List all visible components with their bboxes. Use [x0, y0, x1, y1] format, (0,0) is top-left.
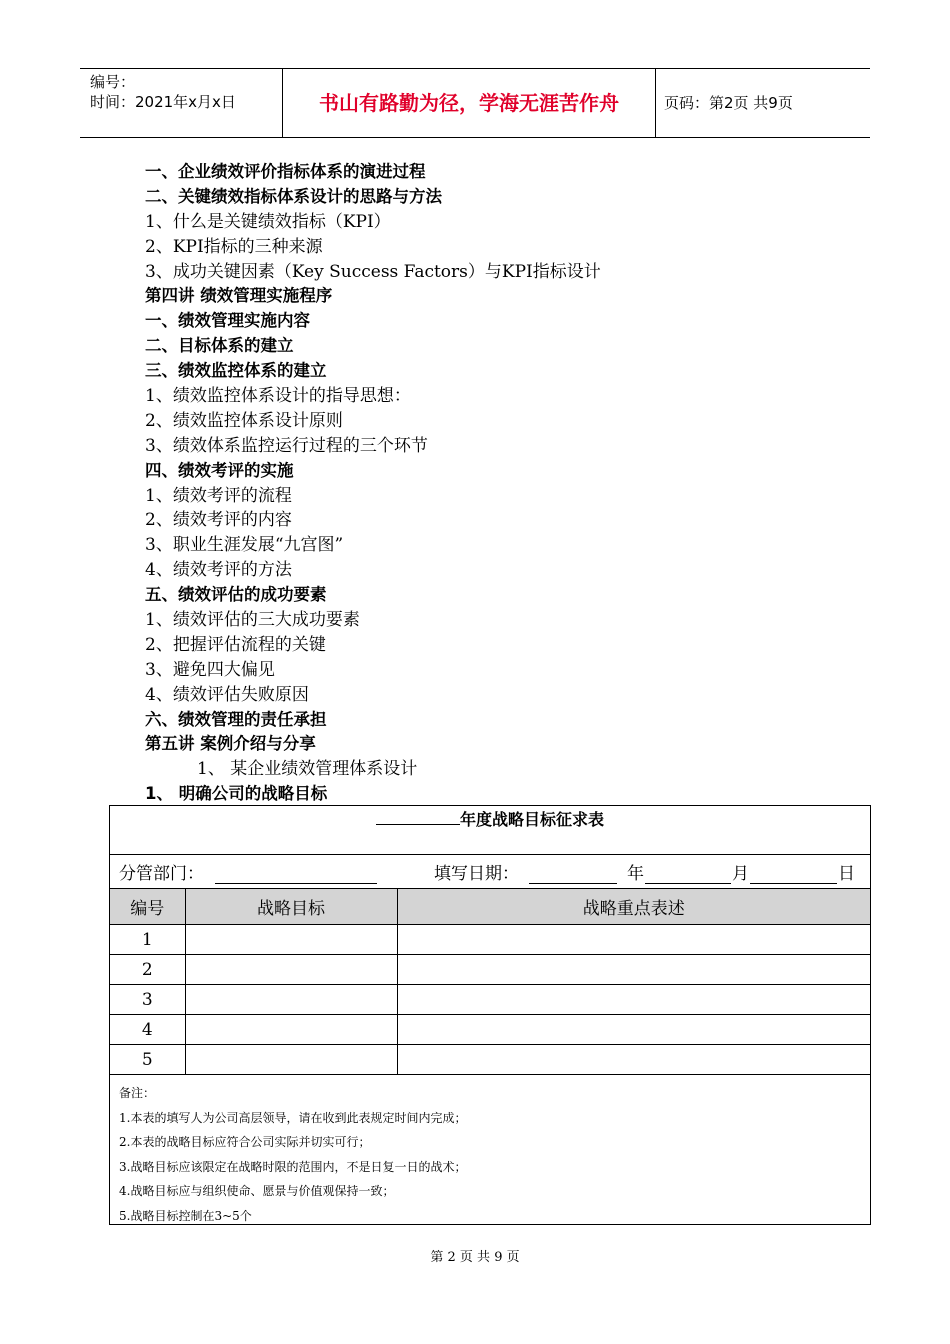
outline-heading: 一、绩效管理实施内容 [145, 311, 310, 331]
outline-item: 1、绩效监控体系设计的指导思想： [145, 386, 411, 407]
header-meta [80, 69, 282, 137]
outline-item: 2、KPI指标的三种来源 [145, 236, 323, 257]
date-label: 填写日期： [434, 864, 519, 884]
dept-blank [215, 883, 377, 884]
note-line: 4.战略目标应与组织使命、愿景与价值观保持一致； [119, 1184, 395, 1198]
outline-item: 2、绩效考评的内容 [145, 510, 292, 531]
outline-heading: 六、绩效管理的责任承担 [145, 709, 327, 729]
year-label: 年 [627, 864, 644, 884]
day-label: 日 [838, 864, 855, 884]
row-number: 2 [110, 955, 185, 985]
page-footer: 第 2 页 共 9 页 [430, 1250, 520, 1265]
outline-item: 1、什么是关键绩效指标（KPI） [145, 211, 391, 232]
outline-heading: 二、关键绩效指标体系设计的思路与方法 [145, 186, 442, 206]
description-cell[interactable] [397, 1015, 870, 1045]
col-header-description: 战略重点表述 [397, 889, 870, 925]
row-number: 1 [110, 925, 185, 955]
form-notes [110, 1074, 870, 1224]
outline-heading: 三、绩效监控体系的建立 [145, 361, 327, 381]
outline-heading: 五、绩效评估的成功要素 [145, 585, 327, 605]
year-blank [529, 883, 617, 884]
month-blank [645, 883, 731, 884]
strategy-goal-form [109, 805, 871, 1225]
outline-heading: 1、 明确公司的战略目标 [145, 784, 328, 804]
outline-list [145, 160, 601, 807]
outline-item: 3、避免四大偏见 [145, 659, 275, 680]
row-number: 4 [110, 1015, 185, 1045]
col-header-goal: 战略目标 [185, 889, 397, 925]
header-motto: 书山有路勤为径，学海无涯苦作舟 [282, 69, 656, 137]
goal-cell[interactable] [185, 985, 397, 1015]
outline-item: 2、绩效监控体系设计原则 [145, 410, 343, 431]
outline-item: 3、绩效体系监控运行过程的三个环节 [145, 435, 428, 456]
outline-heading: 二、目标体系的建立 [145, 336, 294, 356]
outline-item: 4、绩效考评的方法 [145, 560, 292, 581]
outline-heading: 第五讲 案例介绍与分享 [145, 734, 316, 754]
col-header-number: 编号 [110, 889, 185, 925]
goal-cell[interactable] [185, 925, 397, 955]
document-header [80, 68, 870, 138]
outline-heading: 一、企业绩效评价指标体系的演进过程 [145, 162, 426, 181]
outline-item: 3、职业生涯发展“九宫图” [145, 535, 344, 556]
day-blank [750, 883, 837, 884]
outline-item: 2、把握评估流程的关键 [145, 634, 326, 655]
description-cell[interactable] [397, 1045, 870, 1075]
table-row [110, 1045, 870, 1075]
table-row [110, 955, 870, 985]
note-line: 5.战略目标控制在3~5个 [119, 1208, 252, 1223]
table-row [110, 985, 870, 1015]
header-page-info: 页码：第2页 共9页 [664, 94, 793, 112]
goal-cell[interactable] [185, 1045, 397, 1075]
outline-item: 4、绩效评估失败原因 [145, 684, 309, 705]
row-number: 5 [110, 1045, 185, 1075]
outline-heading: 第四讲 绩效管理实施程序 [145, 286, 333, 306]
description-cell[interactable] [397, 985, 870, 1015]
outline-heading: 四、绩效考评的实施 [145, 460, 294, 480]
outline-item: 1、绩效评估的三大成功要素 [145, 610, 360, 631]
form-title: 年度战略目标征求表 [110, 806, 870, 855]
title-blank [376, 808, 460, 825]
number-label: 编号： [90, 73, 136, 91]
outline-item: 1、绩效考评的流程 [145, 485, 292, 506]
month-label: 月 [732, 864, 749, 884]
form-grid [110, 888, 870, 1075]
note-line: 1.本表的填写人为公司高层领导，请在收到此表规定时间内完成； [119, 1110, 467, 1125]
dept-label: 分管部门： [119, 864, 204, 884]
note-line: 2.本表的战略目标应符合公司实际并切实可行； [119, 1135, 371, 1149]
date-label: 时间：2021年x月x日 [90, 93, 236, 111]
note-line: 3.战略目标应该限定在战略时限的范围内，不是日复一日的战术； [119, 1159, 467, 1174]
row-number: 3 [110, 985, 185, 1015]
outline-item: 1、 某企业绩效管理体系设计 [197, 759, 418, 780]
description-cell[interactable] [397, 955, 870, 985]
goal-cell[interactable] [185, 1015, 397, 1045]
description-cell[interactable] [397, 925, 870, 955]
note-line: 备注： [119, 1086, 156, 1100]
table-row [110, 1015, 870, 1045]
goal-cell[interactable] [185, 955, 397, 985]
form-fill-row [110, 854, 870, 888]
table-row [110, 925, 870, 955]
outline-item: 3、成功关键因素（Key Success Factors）与KPI指标设计 [145, 261, 601, 282]
